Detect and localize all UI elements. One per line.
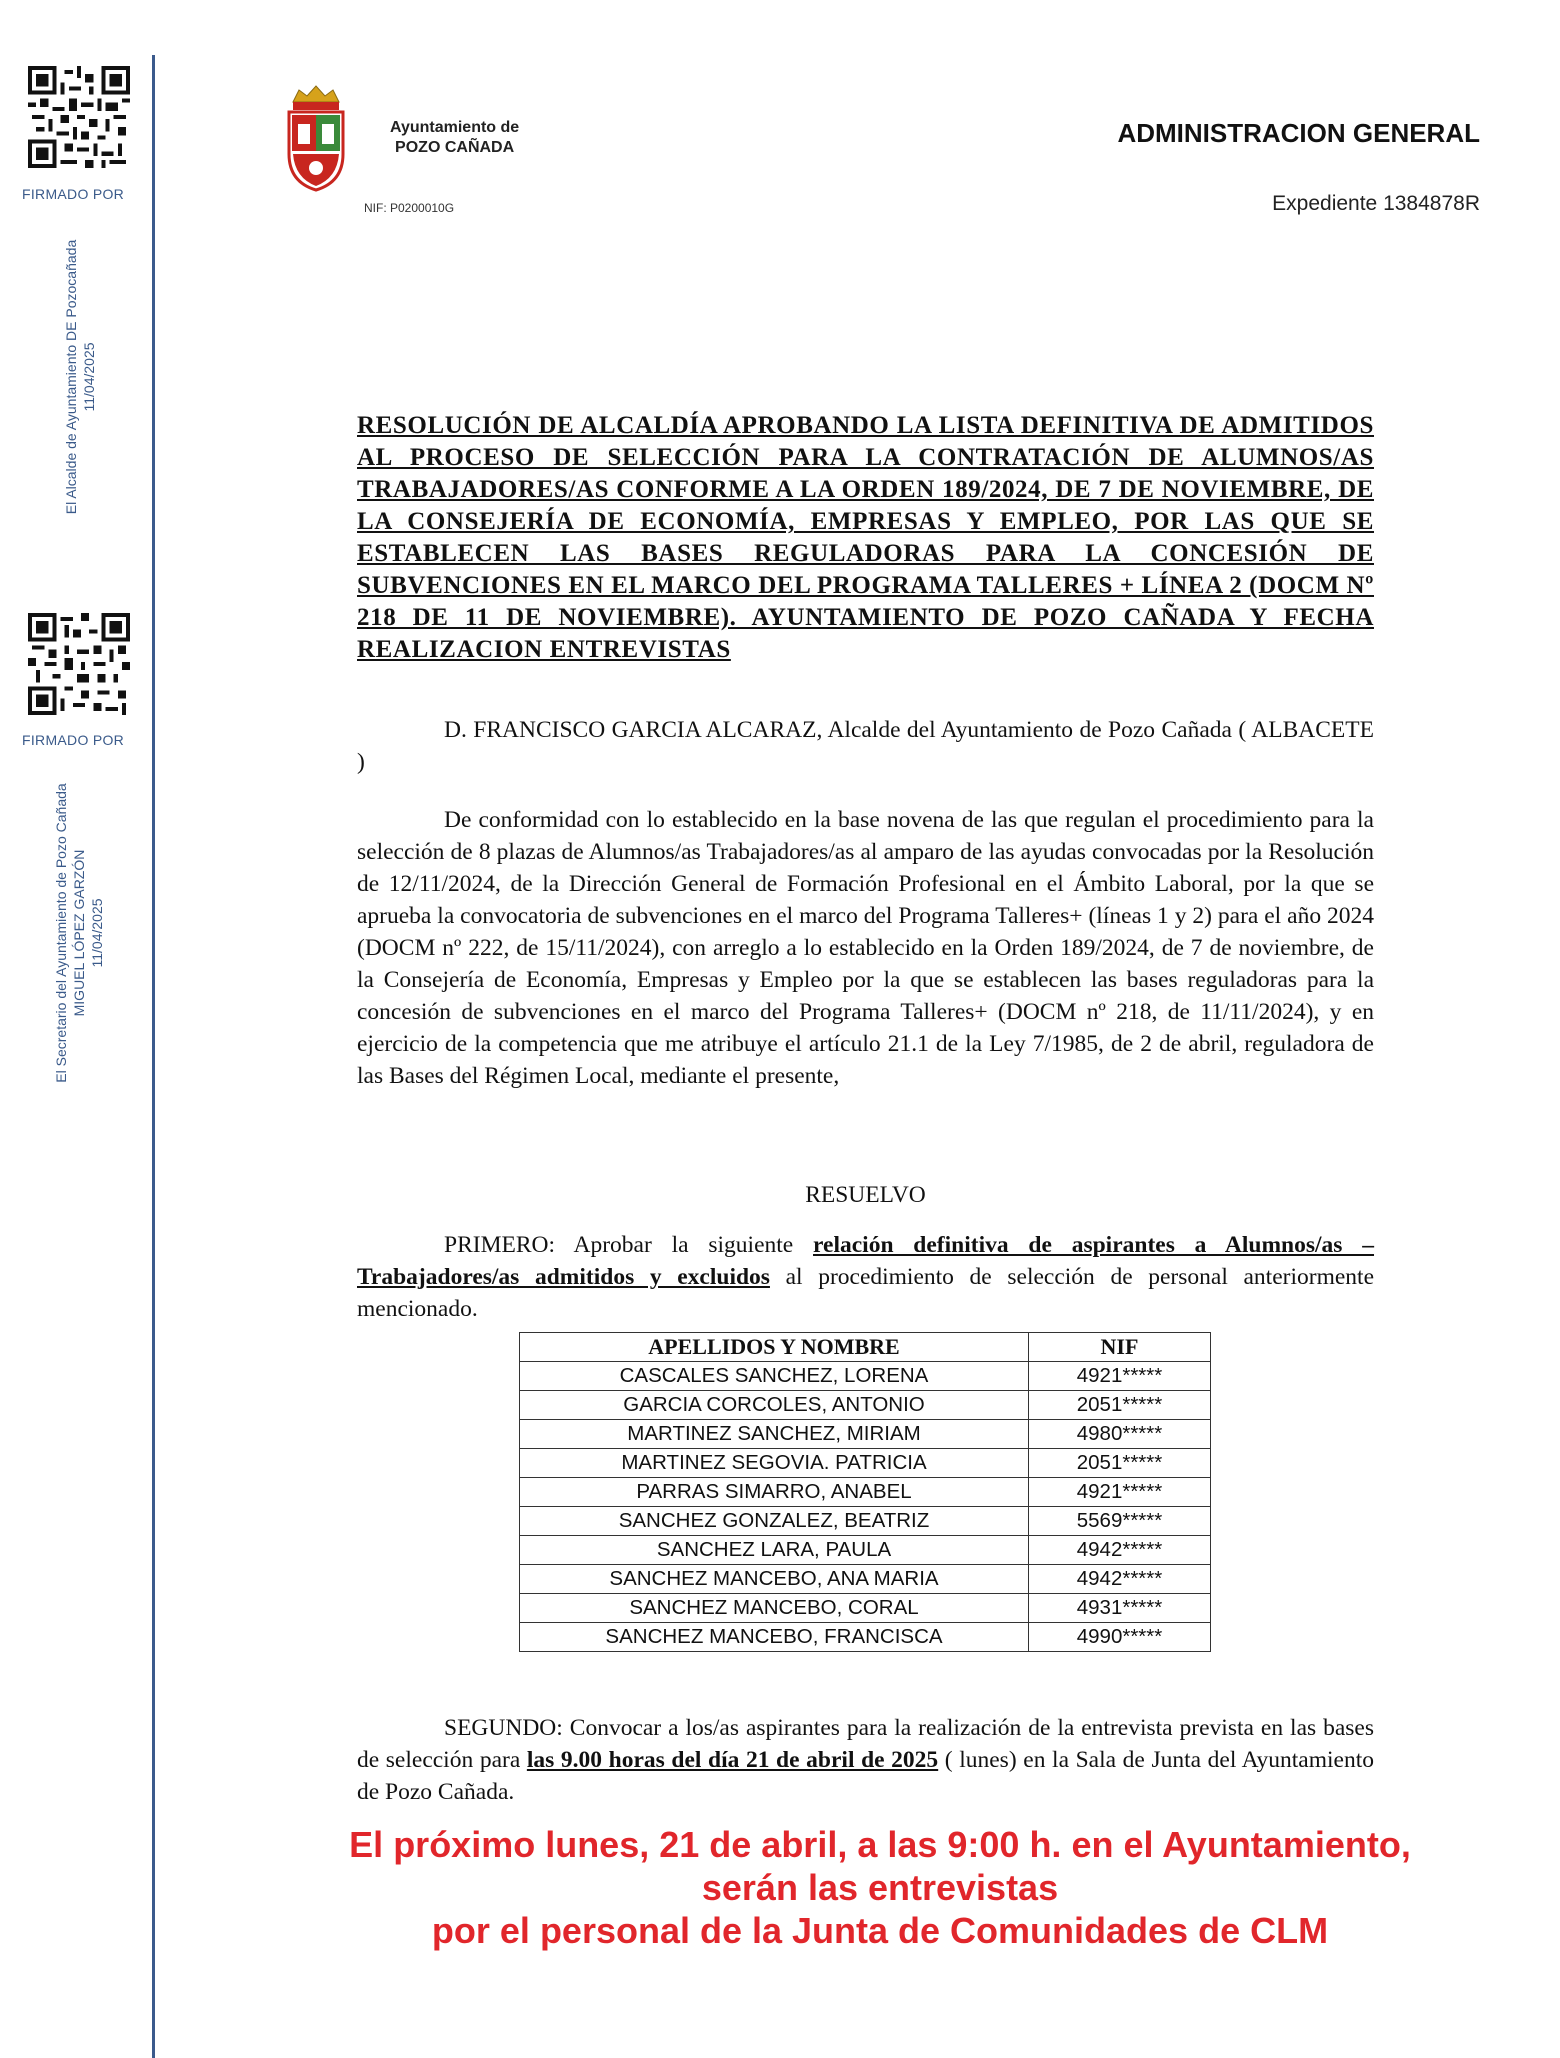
signature-mayor-date: 11/04/2025	[81, 342, 97, 412]
signature-secretary-name: MIGUEL LÓPEZ GARZÓN	[71, 849, 87, 1017]
resuelvo-heading: RESUELVO	[805, 1182, 926, 1208]
organization-name-line2: POZO CAÑADA	[395, 139, 515, 156]
candidate-nif: 4931*****	[1029, 1594, 1211, 1623]
signed-by-label: FIRMADO POR	[22, 186, 125, 202]
candidate-name: SANCHEZ MANCEBO, ANA MARIA	[520, 1565, 1029, 1594]
candidate-name: SANCHEZ GONZALEZ, BEATRIZ	[520, 1507, 1029, 1536]
table-row	[520, 1565, 1211, 1594]
organization-name-line1: Ayuntamiento de	[390, 119, 520, 136]
column-header-name: APELLIDOS Y NOMBRE	[520, 1333, 1029, 1362]
segundo-text: SEGUNDO: Convocar a los/as aspirantes para la realización de la entrevista prevista en las bases de selección para	[357, 1715, 1374, 1773]
table-row	[520, 1391, 1211, 1420]
candidate-name: CASCALES SANCHEZ, LORENA	[520, 1362, 1029, 1391]
candidate-name: GARCIA CORCOLES, ANTONIO	[520, 1391, 1029, 1420]
candidate-name: SANCHEZ LARA, PAULA	[520, 1536, 1029, 1565]
primero-text: PRIMERO: Aprobar la siguiente	[444, 1232, 814, 1258]
table-header-row	[520, 1333, 1211, 1362]
candidate-name: SANCHEZ MANCEBO, FRANCISCA	[520, 1623, 1029, 1652]
primero-text-end: al procedimiento de selección de personal anteriormente mencionado.	[357, 1264, 1374, 1322]
signature-secretary	[52, 763, 106, 1103]
primero-emphasis: relación definitiva de aspirantes a Alumnos/as – Trabajadores/as admitidos y excluidos	[357, 1232, 1375, 1290]
segundo-emphasis: las 9.00 horas del día 21 de abril de 2025	[526, 1747, 939, 1773]
table-row	[520, 1420, 1211, 1449]
coat-of-arms-logo	[285, 82, 347, 194]
table-row	[520, 1623, 1211, 1652]
organization-name	[390, 118, 519, 158]
candidate-nif: 5569*****	[1029, 1507, 1211, 1536]
resolution-title: RESOLUCIÓN DE ALCALDÍA APROBANDO LA LISTA DEFINITIVA DE ADMITIDOS AL PROCESO DE SELECCIÓN PARA LA CONTRATACIÓN DE ALUMNOS/AS TRABAJADORES/AS CONFORME A LA ORDEN 189/2024, DE 7 DE NOVIEMBRE, DE LA CONSEJERÍA DE ECONOMÍA, EMPRESAS Y EMPLEO, POR LAS QUE SE ESTABLECEN LAS BASES REGULADORAS PARA LA CONCESIÓN DE SUBVENCIONES EN EL MARCO DEL PROGRAMA TALLERES + LÍNEA 2 (DOCM Nº 218 DE 11 DE NOVIEMBRE). AYUNTAMIENTO DE POZO CAÑADA Y FECHA REALIZACION ENTREVISTAS	[357, 412, 1374, 663]
table-row	[520, 1536, 1211, 1565]
primero-paragraph	[357, 1229, 1374, 1325]
candidate-nif: 4990*****	[1029, 1623, 1211, 1652]
department-title: ADMINISTRACION GENERAL	[1117, 118, 1480, 148]
candidate-nif: 4942*****	[1029, 1565, 1211, 1594]
signature-mayor	[62, 222, 98, 532]
file-number: Expediente 1384878R	[1272, 192, 1480, 215]
candidate-name: MARTINEZ SANCHEZ, MIRIAM	[520, 1420, 1029, 1449]
admitted-candidates-table	[519, 1332, 1211, 1652]
signature-secretary-line: El Secretario del Ayuntamiento de Pozo Cañada	[53, 783, 69, 1083]
candidate-nif: 4921*****	[1029, 1478, 1211, 1507]
qr-code-icon	[28, 613, 130, 715]
notice-line3: por el personal de la Junta de Comunidades de CLM	[431, 1910, 1329, 1951]
candidate-name: PARRAS SIMARRO, ANABEL	[520, 1478, 1029, 1507]
table-row	[520, 1507, 1211, 1536]
table-row	[520, 1478, 1211, 1507]
mayor-intro: D. FRANCISCO GARCIA ALCARAZ, Alcalde del Ayuntamiento de Pozo Cañada ( ALBACETE )	[357, 717, 1374, 775]
candidate-nif: 2051*****	[1029, 1449, 1211, 1478]
candidate-nif: 4921*****	[1029, 1362, 1211, 1391]
interview-notice	[200, 1823, 1560, 1952]
candidate-nif: 4980*****	[1029, 1420, 1211, 1449]
candidate-nif: 4942*****	[1029, 1536, 1211, 1565]
legal-paragraph: De conformidad con lo establecido en la base novena de las que regulan el procedimiento para la selección de 8 plazas de Alumnos/as Trabajadores/as al amparo de las ayudas convocadas por la Resolución de 12/11/2024, de la Dirección General de Formación Profesional en el Ámbito Laboral, por la que se aprueba la convocatoria de subvenciones en el marco del Programa Talleres+ (líneas 1 y 2) para el año 2024 (DOCM nº 222, de 15/11/2024), con arreglo a lo establecido en la Orden 189/2024, de 7 de noviembre, de la Consejería de Economía, Empresas y Empleo por la que se establecen las bases reguladoras para la concesión de subvenciones en el marco del Programa Talleres+ (DOCM nº 218, de 11/11/2024), y en ejercicio de la competencia que me atribuye el artículo 21.1 de la Ley 7/1985, de 2 de abril, reguladora de las Bases del Régimen Local, mediante el presente,	[357, 807, 1374, 1089]
column-header-nif: NIF	[1029, 1333, 1211, 1362]
notice-line1: El próximo lunes, 21 de abril, a las 9:00 h. en el Ayuntamiento,	[349, 1824, 1411, 1865]
candidate-name: MARTINEZ SEGOVIA. PATRICIA	[520, 1449, 1029, 1478]
signature-secretary-date: 11/04/2025	[89, 898, 105, 968]
margin-divider	[152, 55, 155, 2058]
signed-by-label: FIRMADO POR	[22, 732, 125, 748]
qr-code-icon	[28, 66, 130, 168]
organization-nif: NIF: P0200010G	[364, 201, 455, 215]
table-row	[520, 1362, 1211, 1391]
segundo-paragraph	[357, 1712, 1374, 1808]
segundo-text-end: ( lunes) en la Sala de Junta del Ayuntamiento de Pozo Cañada.	[357, 1747, 1374, 1805]
table-row	[520, 1449, 1211, 1478]
signature-mayor-line: El Alcalde de Ayuntamiento DE Pozocañada	[63, 239, 79, 515]
notice-line2: serán las entrevistas	[701, 1867, 1059, 1908]
table-row	[520, 1594, 1211, 1623]
candidate-nif: 2051*****	[1029, 1391, 1211, 1420]
candidate-name: SANCHEZ MANCEBO, CORAL	[520, 1594, 1029, 1623]
